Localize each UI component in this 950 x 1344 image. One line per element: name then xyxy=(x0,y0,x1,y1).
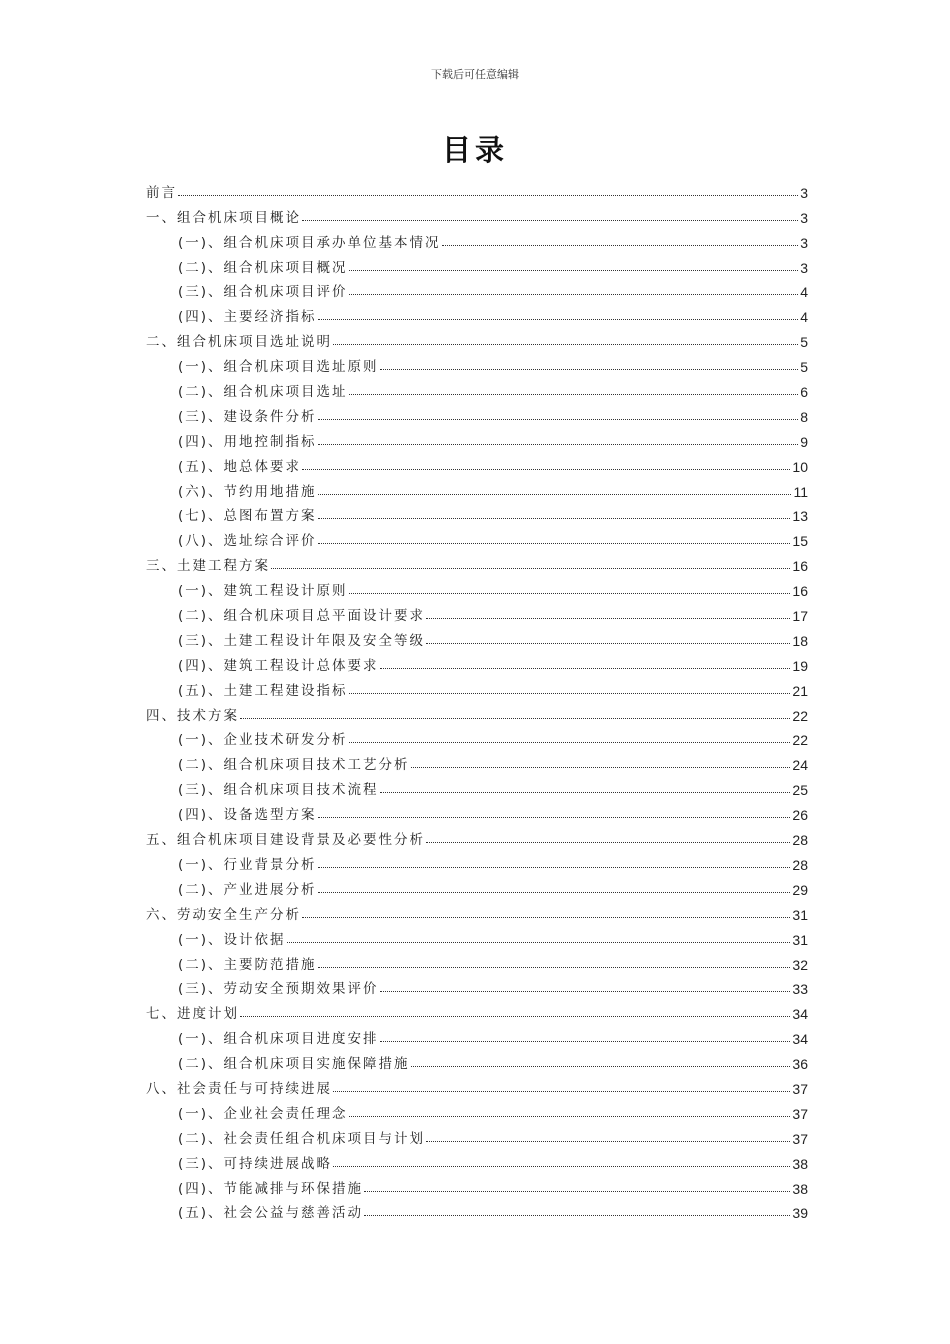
toc-entry-page-number: 38 xyxy=(792,1180,808,1197)
toc-entry-title: (二)、组合机床项目实施保障措施 xyxy=(178,1056,410,1073)
table-of-contents xyxy=(146,177,808,1222)
toc-entry-title: (二)、社会责任组合机床项目与计划 xyxy=(178,1130,426,1147)
toc-entry-page-number: 3 xyxy=(800,234,808,251)
toc-entry[interactable] xyxy=(146,600,808,625)
toc-entry-title: (三)、建设条件分析 xyxy=(178,408,317,425)
toc-entry-title: (四)、主要经济指标 xyxy=(178,309,317,326)
toc-entry-page-number: 28 xyxy=(792,856,808,873)
toc-entry-page-number: 34 xyxy=(792,1006,808,1023)
toc-entry-title: (一)、组合机床项目选址原则 xyxy=(178,359,379,376)
toc-dot-leader xyxy=(364,1215,790,1216)
toc-entry-page-number: 31 xyxy=(792,931,808,948)
toc-entry-title: (一)、组合机床项目进度安排 xyxy=(178,1031,379,1048)
toc-entry-page-number: 38 xyxy=(792,1155,808,1172)
toc-entry-title: (二)、主要防范措施 xyxy=(178,956,317,973)
toc-dot-leader xyxy=(318,967,791,968)
toc-entry-page-number: 9 xyxy=(800,433,808,450)
toc-dot-leader xyxy=(318,444,799,445)
toc-entry-title: (三)、组合机床项目技术流程 xyxy=(178,782,379,799)
toc-entry-title: (一)、企业社会责任理念 xyxy=(178,1105,348,1122)
toc-entry[interactable] xyxy=(146,874,808,899)
toc-entry[interactable] xyxy=(146,1173,808,1198)
toc-dot-leader xyxy=(380,991,791,992)
toc-entry-title: 前言 xyxy=(146,184,177,201)
toc-dot-leader xyxy=(349,270,799,271)
toc-dot-leader xyxy=(318,518,791,519)
toc-entry-title: (一)、设计依据 xyxy=(178,931,286,948)
toc-entry-page-number: 24 xyxy=(792,757,808,774)
toc-entry-title: (八)、选址综合评价 xyxy=(178,533,317,550)
toc-entry-page-number: 3 xyxy=(800,259,808,276)
toc-entry-title: (一)、企业技术研发分析 xyxy=(178,732,348,749)
toc-entry-title: (七)、总图布置方案 xyxy=(178,508,317,525)
toc-entry-page-number: 16 xyxy=(792,583,808,600)
toc-dot-leader xyxy=(364,1191,790,1192)
toc-entry-title: (三)、土建工程设计年限及安全等级 xyxy=(178,632,426,649)
toc-entry[interactable] xyxy=(146,799,808,824)
toc-entry[interactable] xyxy=(146,625,808,650)
toc-dot-leader xyxy=(349,1116,791,1117)
toc-entry-title: 四、技术方案 xyxy=(146,707,239,724)
toc-entry-page-number: 28 xyxy=(792,832,808,849)
toc-dot-leader xyxy=(349,294,799,295)
toc-entry-title: (三)、组合机床项目评价 xyxy=(178,284,348,301)
toc-dot-leader xyxy=(302,917,790,918)
toc-entry-title: 六、劳动安全生产分析 xyxy=(146,906,301,923)
toc-entry-page-number: 13 xyxy=(792,508,808,525)
toc-entry-page-number: 33 xyxy=(792,981,808,998)
toc-entry[interactable] xyxy=(146,824,808,849)
toc-entry[interactable] xyxy=(146,899,808,924)
toc-dot-leader xyxy=(240,1016,790,1017)
toc-entry[interactable] xyxy=(146,998,808,1023)
toc-entry-title: (二)、组合机床项目选址 xyxy=(178,384,348,401)
toc-entry-page-number: 4 xyxy=(800,309,808,326)
toc-entry[interactable] xyxy=(146,376,808,401)
toc-entry[interactable] xyxy=(146,650,808,675)
toc-entry-title: 七、进度计划 xyxy=(146,1006,239,1023)
toc-dot-leader xyxy=(411,767,791,768)
toc-dot-leader xyxy=(380,369,799,370)
toc-entry[interactable] xyxy=(146,725,808,750)
toc-dot-leader xyxy=(380,668,791,669)
toc-dot-leader xyxy=(411,1066,791,1067)
toc-dot-leader xyxy=(426,842,790,843)
toc-dot-leader xyxy=(318,494,792,495)
toc-entry[interactable] xyxy=(146,326,808,351)
toc-entry[interactable] xyxy=(146,351,808,376)
toc-dot-leader xyxy=(349,742,791,743)
toc-entry-page-number: 22 xyxy=(792,707,808,724)
toc-entry[interactable] xyxy=(146,401,808,426)
toc-entry-page-number: 16 xyxy=(792,558,808,575)
toc-entry[interactable] xyxy=(146,301,808,326)
toc-dot-leader xyxy=(178,195,798,196)
toc-entry[interactable] xyxy=(146,1148,808,1173)
toc-entry[interactable] xyxy=(146,227,808,252)
toc-dot-leader xyxy=(426,618,790,619)
toc-entry-page-number: 19 xyxy=(792,657,808,674)
toc-entry-title: (一)、组合机床项目承办单位基本情况 xyxy=(178,234,441,251)
toc-dot-leader xyxy=(318,892,791,893)
toc-entry-page-number: 3 xyxy=(800,184,808,201)
toc-entry-page-number: 34 xyxy=(792,1031,808,1048)
toc-dot-leader xyxy=(240,718,790,719)
toc-entry-title: (三)、可持续进展战略 xyxy=(178,1155,333,1172)
toc-entry[interactable] xyxy=(146,1098,808,1123)
toc-dot-leader xyxy=(318,867,791,868)
toc-entry[interactable] xyxy=(146,426,808,451)
toc-entry[interactable] xyxy=(146,525,808,550)
toc-entry-page-number: 10 xyxy=(792,458,808,475)
toc-entry-page-number: 36 xyxy=(792,1056,808,1073)
page-title: 目录 xyxy=(441,133,508,167)
toc-entry-title: (五)、社会公益与慈善活动 xyxy=(178,1205,364,1222)
toc-dot-leader xyxy=(333,344,798,345)
toc-entry-page-number: 37 xyxy=(792,1105,808,1122)
toc-dot-leader xyxy=(380,1041,791,1042)
toc-entry-page-number: 21 xyxy=(792,682,808,699)
toc-dot-leader xyxy=(349,394,799,395)
toc-entry-page-number: 5 xyxy=(800,334,808,351)
toc-entry-title: 一、组合机床项目概论 xyxy=(146,209,301,226)
toc-entry-title: (四)、节能减排与环保措施 xyxy=(178,1180,364,1197)
toc-entry-page-number: 37 xyxy=(792,1080,808,1097)
toc-entry-page-number: 11 xyxy=(793,483,808,500)
toc-entry-page-number: 29 xyxy=(792,881,808,898)
toc-entry-page-number: 15 xyxy=(792,533,808,550)
toc-entry-page-number: 32 xyxy=(792,956,808,973)
toc-entry-title: (一)、建筑工程设计原则 xyxy=(178,583,348,600)
toc-entry-title: 二、组合机床项目选址说明 xyxy=(146,334,332,351)
toc-entry-title: (二)、组合机床项目总平面设计要求 xyxy=(178,608,426,625)
toc-entry-title: (四)、建筑工程设计总体要求 xyxy=(178,657,379,674)
toc-entry[interactable] xyxy=(146,550,808,575)
toc-dot-leader xyxy=(302,469,790,470)
toc-entry[interactable] xyxy=(146,974,808,999)
toc-dot-leader xyxy=(318,817,791,818)
toc-entry-page-number: 25 xyxy=(792,782,808,799)
toc-entry[interactable] xyxy=(146,177,808,202)
toc-entry-title: (二)、组合机床项目技术工艺分析 xyxy=(178,757,410,774)
toc-entry[interactable] xyxy=(146,252,808,277)
toc-dot-leader xyxy=(318,419,799,420)
toc-dot-leader xyxy=(426,1141,790,1142)
toc-dot-leader xyxy=(333,1091,790,1092)
toc-entry-title: (五)、土建工程建设指标 xyxy=(178,682,348,699)
toc-dot-leader xyxy=(426,643,790,644)
header-note: 下载后可任意编辑 xyxy=(431,68,519,81)
toc-entry-page-number: 8 xyxy=(800,408,808,425)
toc-entry-title: (四)、用地控制指标 xyxy=(178,433,317,450)
toc-entry[interactable] xyxy=(146,849,808,874)
toc-entry[interactable] xyxy=(146,949,808,974)
toc-entry-page-number: 31 xyxy=(792,906,808,923)
toc-dot-leader xyxy=(318,543,791,544)
toc-dot-leader xyxy=(349,693,791,694)
toc-entry-title: 三、土建工程方案 xyxy=(146,558,270,575)
toc-entry[interactable] xyxy=(146,451,808,476)
toc-entry-title: (五)、地总体要求 xyxy=(178,458,302,475)
toc-entry-title: 五、组合机床项目建设背景及必要性分析 xyxy=(146,832,425,849)
toc-entry-page-number: 18 xyxy=(792,632,808,649)
toc-entry-title: (一)、行业背景分析 xyxy=(178,856,317,873)
toc-dot-leader xyxy=(333,1166,790,1167)
toc-entry[interactable] xyxy=(146,277,808,302)
toc-entry[interactable] xyxy=(146,1023,808,1048)
toc-entry-title: 八、社会责任与可持续进展 xyxy=(146,1080,332,1097)
toc-entry[interactable] xyxy=(146,675,808,700)
toc-entry-title: (三)、劳动安全预期效果评价 xyxy=(178,981,379,998)
toc-entry-title: (二)、产业进展分析 xyxy=(178,881,317,898)
toc-entry-title: (四)、设备选型方案 xyxy=(178,807,317,824)
toc-entry[interactable] xyxy=(146,476,808,501)
toc-entry-page-number: 4 xyxy=(800,284,808,301)
toc-entry-page-number: 6 xyxy=(800,384,808,401)
toc-entry[interactable] xyxy=(146,749,808,774)
toc-entry-title: (六)、节约用地措施 xyxy=(178,483,317,500)
toc-entry[interactable] xyxy=(146,1123,808,1148)
toc-entry[interactable] xyxy=(146,924,808,949)
toc-entry[interactable] xyxy=(146,1073,808,1098)
toc-dot-leader xyxy=(380,792,791,793)
toc-entry-page-number: 26 xyxy=(792,807,808,824)
toc-entry-page-number: 22 xyxy=(792,732,808,749)
toc-entry[interactable] xyxy=(146,774,808,799)
toc-dot-leader xyxy=(271,568,790,569)
toc-dot-leader xyxy=(349,593,791,594)
toc-entry[interactable] xyxy=(146,1198,808,1223)
toc-entry-page-number: 37 xyxy=(792,1130,808,1147)
toc-dot-leader xyxy=(287,942,791,943)
toc-dot-leader xyxy=(442,245,799,246)
toc-entry[interactable] xyxy=(146,1048,808,1073)
toc-entry-page-number: 5 xyxy=(800,359,808,376)
toc-entry-page-number: 17 xyxy=(792,608,808,625)
toc-entry[interactable] xyxy=(146,700,808,725)
toc-dot-leader xyxy=(302,220,798,221)
toc-dot-leader xyxy=(318,319,799,320)
toc-entry[interactable] xyxy=(146,575,808,600)
toc-entry[interactable] xyxy=(146,202,808,227)
toc-entry-page-number: 39 xyxy=(792,1205,808,1222)
toc-entry-title: (二)、组合机床项目概况 xyxy=(178,259,348,276)
toc-entry-page-number: 3 xyxy=(800,209,808,226)
toc-entry[interactable] xyxy=(146,501,808,526)
